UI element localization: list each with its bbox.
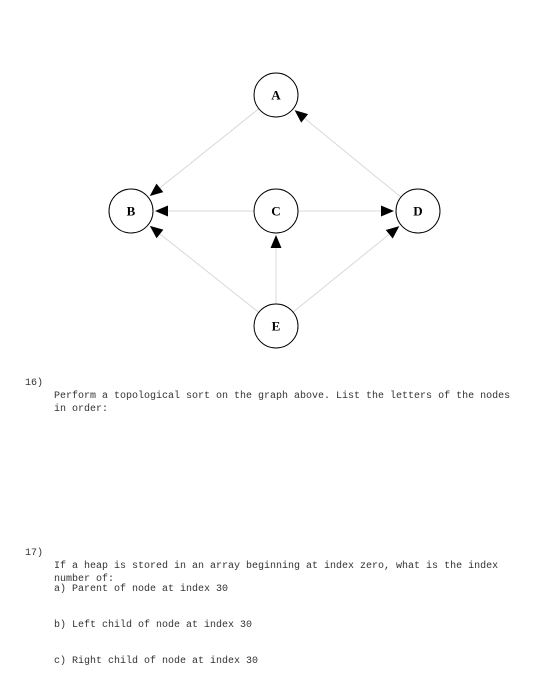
arrowhead-c-to-b — [155, 206, 168, 217]
question-16-text: Perform a topological sort on the graph above. List the letters of the nodes in order: — [54, 391, 511, 415]
edge-e-to-d — [293, 234, 389, 312]
question-17-part-b: b) Left child of node at index 30 — [54, 620, 253, 631]
question-17 — [0, 534, 537, 585]
edge-d-to-a — [305, 118, 401, 197]
edge-e-to-b — [160, 234, 259, 312]
question-17-text: If a heap is stored in an array beginning at index zero, what is the index number of: — [54, 561, 499, 585]
question-16 — [0, 364, 537, 415]
node-e — [254, 304, 298, 348]
node-label: E — [271, 318, 281, 334]
arrowhead-e-to-c — [271, 235, 282, 248]
arrowhead-c-to-d — [381, 206, 394, 217]
question-16-number: 16) — [25, 378, 44, 389]
node-label: C — [271, 203, 281, 219]
arrowhead-e-to-d — [386, 226, 400, 238]
node-label: B — [126, 203, 136, 219]
arrowhead-d-to-a — [295, 110, 309, 122]
node-d — [396, 189, 440, 233]
node-label: A — [271, 87, 281, 103]
question-17-part-c: c) Right child of node at index 30 — [54, 656, 259, 667]
node-c — [254, 189, 298, 233]
question-17-number: 17) — [25, 548, 44, 559]
node-b — [109, 189, 153, 233]
arrowhead-a-to-b — [150, 184, 164, 196]
question-17-part-a: a) Parent of node at index 30 — [54, 584, 229, 595]
edge-a-to-b — [160, 109, 259, 188]
node-label: D — [413, 203, 423, 219]
arrowhead-e-to-b — [150, 226, 164, 238]
node-a — [254, 73, 298, 117]
